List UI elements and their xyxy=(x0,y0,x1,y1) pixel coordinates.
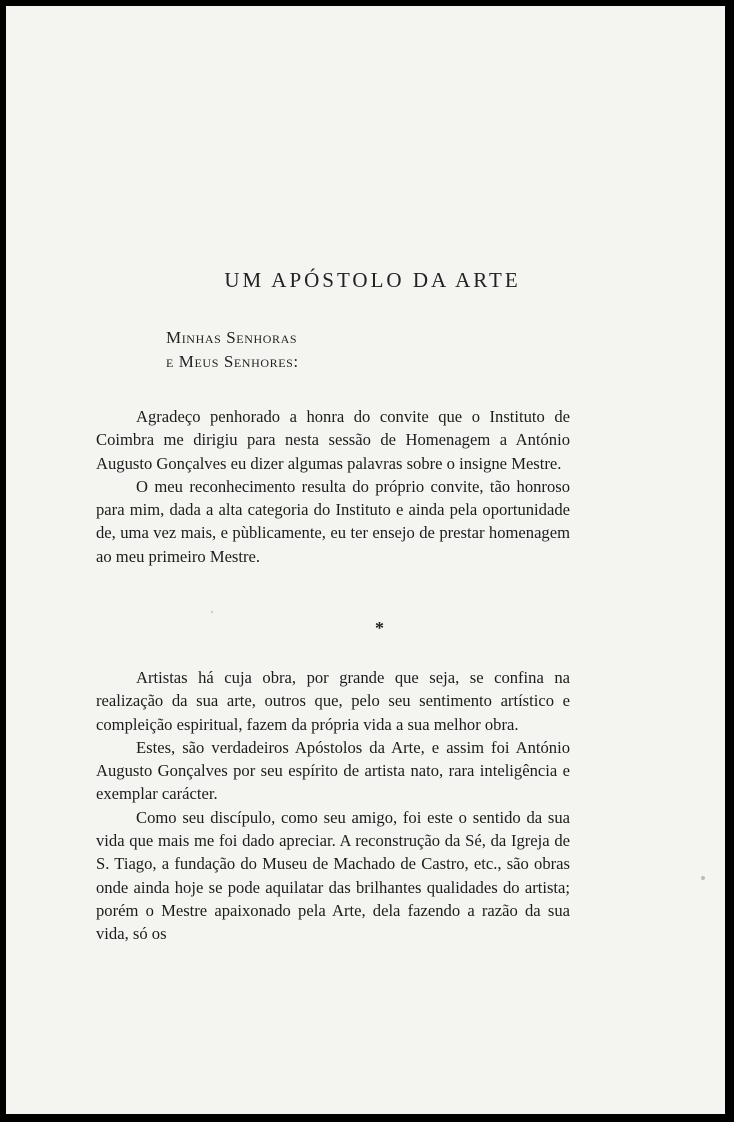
salutation xyxy=(166,326,299,374)
page-title: UM APÓSTOLO DA ARTE xyxy=(224,268,521,292)
body-section-2 xyxy=(96,666,570,946)
salutation-line: Minhas Senhoras xyxy=(166,328,298,347)
paragraph: Estes, são verdadeiros Apóstolos da Arte, e assim foi António Augusto Gonçalves por seu espírito de artista nato, rara inteligência e exemplar carácter. xyxy=(96,737,570,804)
salutation-line: e Meus Senhores: xyxy=(166,352,299,371)
document-page xyxy=(6,6,725,1114)
paragraph: Como seu discípulo, como seu amigo, foi este o sentido da sua vida que mais me foi dado apreciar. A reconstrução da Sé, da Igreja de S. Tiago, a fundação do Museu de Machado de Castro, etc., são obras onde ainda hoje se pode aquilatar das brilhantes qualidades do artista; porém o Mestre apaixonado pela Arte, dela fazendo a razão da sua vida, só os xyxy=(96,807,570,944)
paper-speck xyxy=(701,876,705,880)
paragraph: O meu reconhecimento resulta do próprio convite, tão honroso para mim, dada a alta categoria do Instituto e ainda pela oportunidade de, uma vez mais, e pùblicamente, eu ter ensejo de prestar homenagem ao meu primeiro Mestre. xyxy=(96,476,570,566)
paragraph: Artistas há cuja obra, por grande que seja, se confina na realização da sua arte, outros que, pelo seu sentimento artístico e compleição espiritual, fazem da própria vida a sua melhor obra. xyxy=(96,668,570,734)
paper-speck xyxy=(211,611,213,613)
body-section-1 xyxy=(96,405,570,568)
paragraph: Agradeço penhorado a honra do convite que o Instituto de Coimbra me dirigiu para nesta sessão de Homenagem a António Augusto Gonçalves eu dizer algumas palavras sobre o insigne Mestre. xyxy=(96,407,570,473)
section-break-asterisk: * xyxy=(375,618,384,638)
